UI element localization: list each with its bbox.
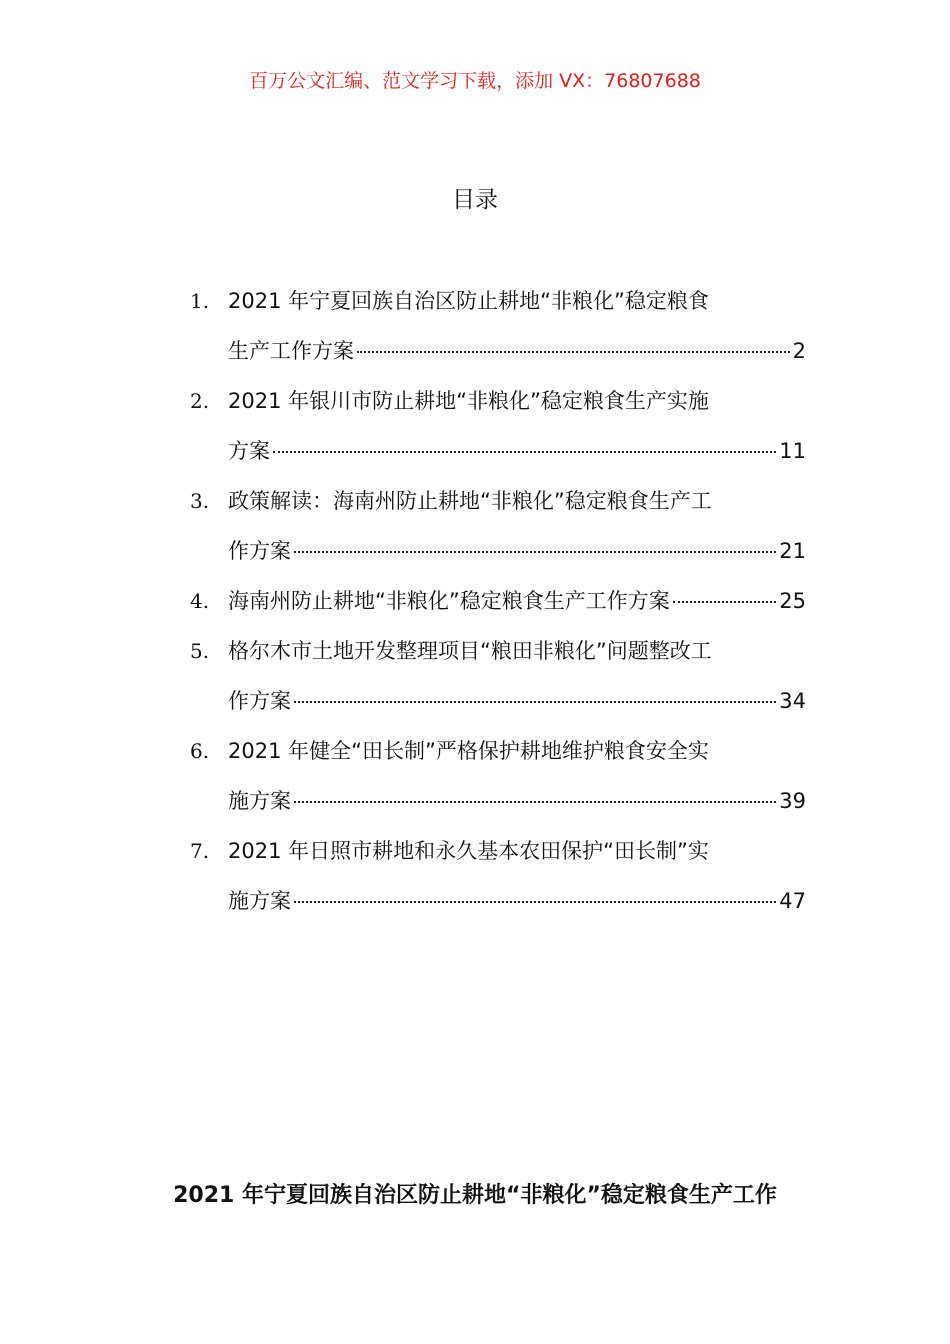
toc-entry-number: 6. bbox=[190, 739, 210, 763]
toc-dot-leader bbox=[294, 551, 776, 553]
toc-entry-last-line bbox=[228, 326, 806, 376]
toc-list bbox=[190, 276, 806, 926]
toc-entry-last-line bbox=[228, 526, 806, 576]
toc-entry-title: 施方案 bbox=[228, 789, 291, 813]
toc-entry-title: 2021 年宁夏回族自治区防止耕地“非粮化”稳定粮食 bbox=[228, 289, 709, 313]
toc-entry-title: 施方案 bbox=[228, 889, 291, 913]
toc-entry[interactable] bbox=[190, 376, 806, 476]
toc-entry[interactable] bbox=[190, 476, 806, 576]
toc-entry-number: 1. bbox=[190, 289, 210, 313]
toc-entry-number: 7. bbox=[190, 839, 210, 863]
toc-entry-number: 4. bbox=[190, 589, 210, 613]
toc-entry-last-line bbox=[228, 576, 806, 626]
header-notice: 百万公文汇编、范文学习下载，添加 VX：76807688 bbox=[249, 70, 701, 92]
toc-entry-title: 生产工作方案 bbox=[228, 339, 354, 363]
toc-entry-last-line bbox=[228, 426, 806, 476]
toc-dot-leader bbox=[294, 901, 776, 903]
toc-entry-title: 2021 年日照市耕地和永久基本农田保护“田长制”实 bbox=[228, 839, 709, 863]
toc-entry-title: 2021 年银川市防止耕地“非粮化”稳定粮食生产实施 bbox=[228, 389, 709, 413]
toc-entry[interactable] bbox=[190, 726, 806, 826]
toc-entry-last-line bbox=[228, 776, 806, 826]
toc-entry-last-line bbox=[228, 876, 806, 926]
toc-page-number: 11 bbox=[779, 439, 806, 463]
toc-entry-title: 政策解读：海南州防止耕地“非粮化”稳定粮食生产工 bbox=[228, 489, 712, 513]
toc-page-number: 34 bbox=[779, 689, 806, 713]
toc-entry[interactable] bbox=[190, 276, 806, 376]
toc-page-number: 39 bbox=[779, 789, 806, 813]
toc-entry[interactable] bbox=[190, 626, 806, 726]
toc-title: 目录 bbox=[452, 187, 498, 213]
toc-page-number: 25 bbox=[779, 589, 806, 613]
toc-entry-title: 海南州防止耕地“非粮化”稳定粮食生产工作方案 bbox=[228, 589, 670, 613]
toc-page-number: 21 bbox=[779, 539, 806, 563]
toc-entry-title: 2021 年健全“田长制”严格保护耕地维护粮食安全实 bbox=[228, 739, 709, 763]
toc-dot-leader bbox=[673, 601, 777, 603]
toc-entry-number: 2. bbox=[190, 389, 210, 413]
toc-dot-leader bbox=[273, 451, 776, 453]
toc-dot-leader bbox=[357, 351, 790, 353]
toc-entry-number: 5. bbox=[190, 639, 210, 663]
toc-dot-leader bbox=[294, 801, 776, 803]
toc-entry[interactable] bbox=[190, 826, 806, 926]
section-heading: 2021 年宁夏回族自治区防止耕地“非粮化”稳定粮食生产工作 bbox=[173, 1183, 777, 1208]
toc-page-number: 47 bbox=[779, 889, 806, 913]
toc-entry-title: 作方案 bbox=[228, 539, 291, 563]
toc-dot-leader bbox=[294, 701, 776, 703]
toc-page-number: 2 bbox=[792, 339, 806, 363]
toc-entry-number: 3. bbox=[190, 489, 210, 513]
toc-entry-title: 方案 bbox=[228, 439, 270, 463]
toc-entry[interactable] bbox=[190, 576, 806, 626]
toc-entry-last-line bbox=[228, 676, 806, 726]
toc-entry-title: 格尔木市土地开发整理项目“粮田非粮化”问题整改工 bbox=[228, 639, 712, 663]
toc-entry-title: 作方案 bbox=[228, 689, 291, 713]
